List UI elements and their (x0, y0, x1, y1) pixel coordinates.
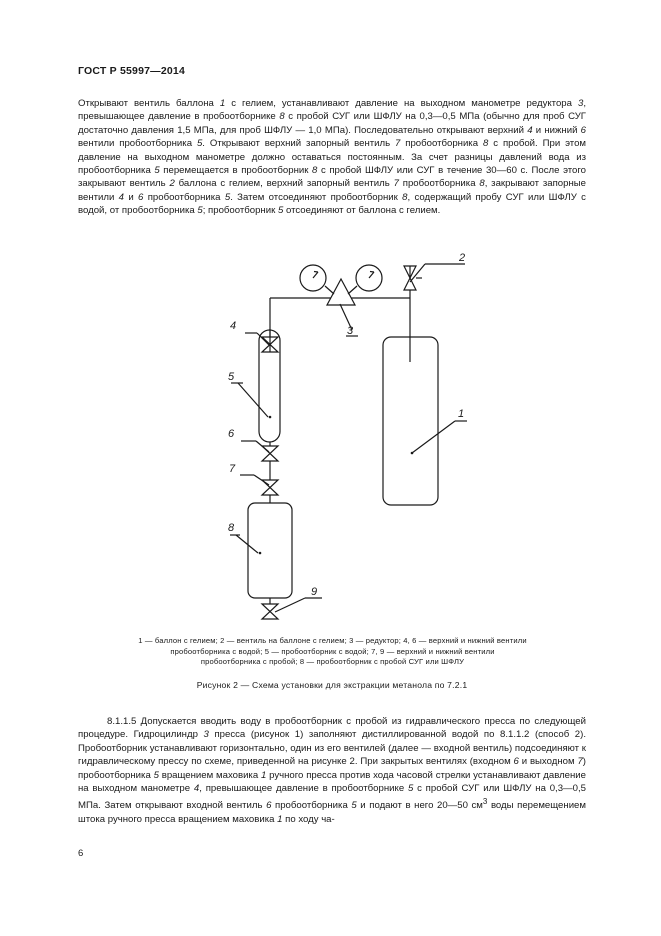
label-1: 1 (458, 408, 465, 420)
label-5: 5 (228, 371, 235, 383)
document-header: ГОСТ Р 55997—2014 (78, 65, 186, 77)
label-8: 8 (228, 522, 235, 534)
legend-line-3: пробоотборника с пробой; 8 — пробоотборник с пробой СУГ или ШФЛУ (200, 657, 465, 667)
procedure-text: Открывают вентиль баллона 1 с гелием, устанавливают давление на выходном манометре редуктора 3, превышающее давление в пробоотборнике 8 с пробой СУГ или ШФЛУ на 0,3—0,5 МПа (обычно для проб СУГ достаточно давления 1,5 МПа, для проб ШФЛУ — 1,0 МПа). Последовательно открывают верхний 4 и нижний 6 вентили пробоотборника 5. Открывают верхний запорный вентиль 7 пробоотборника 8 с пробой. При этом давление на выходном манометре должно оставаться постоянным. За счет разницы давлений вода из пробоотборника 5 перемещается в пробоотборник 8 с пробой ШФЛУ или СУГ в течение 30—60 с. После этого закрывают вентиль 2 баллона с гелием, верхний запорный вентиль 7 пробоотборника 8, закрывают запорные вентили 4 и 6 пробоотборника 5. Затем отсоединяют пробоотборник 8, содержащий пробу СУГ или ШФЛУ с водой, от пробоотборника 5; пробоотборник 5 отсоединяют от баллона с гелием. (78, 98, 587, 217)
legend-line-2: пробоотборника с водой; 5 — пробоотборник с водой; 7, 9 — верхний и нижний вентили (170, 646, 495, 656)
label-9: 9 (311, 586, 318, 598)
label-7: 7 (229, 463, 236, 475)
figure-legend (105, 636, 560, 668)
section-8-1-1-5 (78, 715, 586, 826)
legend-line-1: 1 — баллон с гелием; 2 — вентиль на баллоне с гелием; 3 — редуктор; 4, 6 — верхний и нижний вентили (138, 636, 527, 645)
label-4: 4 (230, 320, 237, 332)
label-2: 2 (459, 252, 466, 264)
helium-cylinder-1 (383, 337, 438, 505)
section-8-1-1-5-text: 8.1.1.5 Допускается вводить воду в пробоотборник с пробой из гидравлического пресса по следующей процедуре. Гидроцилиндр 3 пресса (рисунок 1) заполняют дистиллированной водой по 8.1.1.2 (способ 2). Пробоотборник устанавливают горизонтально, один из его вентилей (далее — входной вентиль) подсоединяют к гидравлическому прессу по схеме, приведенной на рисунке 2. При закрытых вентилях (входном 6 и выходном 7) пробоотборника 5 вращением маховика 1 ручного пресса против хода часовой стрелки устанавливают давление на выходном манометре 4, превышающее давление в пробоотборнике 5 с пробой СУГ или ШФЛУ на 0,3—0,5 МПа. Затем открывают входной вентиль 6 пробоотборника 5 и подают в него 20—50 $см^3$ воды перемещением штока ручного пресса вращением маховика 1 по ходу ча- (78, 716, 586, 826)
label-3: 3 (347, 325, 354, 337)
page-number: 6 (78, 848, 84, 859)
label-6: 6 (228, 428, 235, 440)
figure-caption: Рисунок 2 — Схема установки для экстракции метанола по 7.2.1 (196, 680, 468, 690)
